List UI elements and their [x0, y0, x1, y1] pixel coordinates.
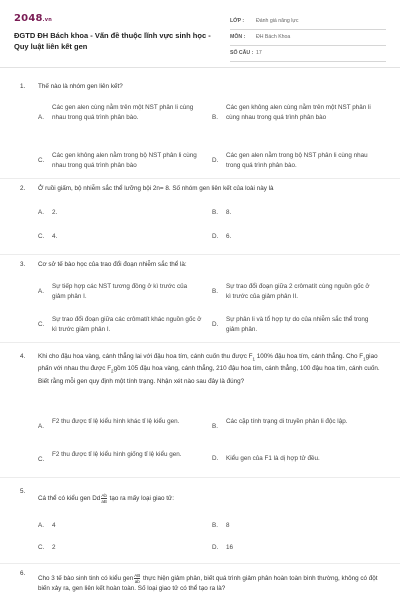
- question-divider: [0, 342, 400, 343]
- question-number: 2.: [20, 185, 26, 192]
- meta-row-class: [230, 14, 386, 30]
- meta-key: MÔN :: [230, 34, 246, 40]
- question-divider: [0, 563, 400, 564]
- option-letter: A.: [38, 522, 44, 529]
- question-text: Ở ruồi giấm, bộ nhiễm sắc thể lưỡng bội 2n= 8. Số nhóm gen liên kết của loài này là: [38, 185, 274, 192]
- meta-value: Đánh giá năng lực: [256, 18, 299, 24]
- option-letter: D.: [212, 233, 219, 240]
- option-text: 8.: [226, 209, 232, 216]
- question-divider: [0, 178, 400, 179]
- question-divider: [0, 477, 400, 478]
- option-text: Sự trao đổi đoạn giữa 2 crômatít cùng nguồn gốc ở kì trước của giảm phân II.: [226, 283, 370, 300]
- meta-key: LỚP :: [230, 18, 245, 24]
- option-letter: A.: [38, 209, 44, 216]
- option-text: 8: [226, 522, 230, 529]
- option-text: Các cặp tính trạng di truyền phân li độc lập.: [226, 418, 348, 425]
- option-text: 4: [52, 522, 56, 529]
- meta-value: ĐH Bách Khoa: [256, 34, 291, 40]
- option-letter: B.: [212, 114, 218, 121]
- question-number: 1.: [20, 83, 26, 90]
- option-letter: C.: [38, 321, 45, 328]
- option-letter: C.: [38, 233, 45, 240]
- option-letter: D.: [212, 321, 219, 328]
- question-text: Cơ sở tế bào học của trao đổi đoạn nhiễm sắc thể là:: [38, 261, 187, 268]
- meta-row-count: [230, 46, 386, 62]
- option-text: Các gen không alen nằm trong bộ NST phân li cùng nhau trong quá trình phân bào: [52, 152, 197, 169]
- question-number: 3.: [20, 261, 26, 268]
- meta-key: SỐ CÂU :: [230, 50, 254, 56]
- question-text: Khi cho đậu hoa vàng, cánh thẳng lai với đậu hoa tím, cánh cuốn thu được $F_1$ 100% đậu hoa tím, cánh thẳng. Cho $F_1giao$ phấn với nhau thu được $F_2gồm$ 105 đậu hoa vàng, cánh thẳng, 210 đậu hoa tím, cánh thẳng, 100 đậu hoa tím, cánh cuốn. Biết rằng mỗi gen quy định một tính trạng. Nhận xét nào sau đây là đúng?: [38, 353, 380, 385]
- option-text: Kiểu gen của F1 là dị hợp tử đều.: [226, 455, 320, 462]
- option-text: Sự phân li và tổ hợp tự do của nhiễm sắc thể trong giảm phân.: [226, 316, 369, 333]
- option-text: 16: [226, 544, 234, 551]
- option-letter: D.: [212, 157, 219, 164]
- option-letter: A.: [38, 423, 44, 430]
- meta-row-subject: [230, 30, 386, 46]
- option-text: F2 thu được tỉ lệ kiểu hình giống tỉ lệ kiểu gen.: [52, 451, 182, 458]
- option-letter: B.: [212, 423, 218, 430]
- question-5: [0, 485, 400, 509]
- genotype-fraction: $\frac{AB}{ab}$: [134, 573, 141, 584]
- option-letter: C.: [38, 544, 45, 551]
- option-letter: D.: [212, 455, 219, 462]
- option-text: Sự tiếp hợp các NST tương đồng ở kì trước của giảm phân I.: [52, 283, 188, 300]
- question-text: Cho 3 tế bào sinh tinh có kiểu gen $\frac{AB}{ab}$ thực hiện giảm phân, biết quá trình giảm phân hoàn toàn bình thường, không có đột biến xảy ra, gen liên kết hoàn toàn. Số loại giao tử có thể tạo ra là?: [38, 573, 378, 593]
- option-text: Các gen không alen cùng nằm trên một NST phân li cùng nhau trong quá trình phân bào: [226, 104, 371, 121]
- option-text: Sự trao đổi đoạn giữa các crômatít khác nguồn gốc ở kì trước giảm phân I.: [52, 316, 202, 333]
- genotype-fraction: $\frac{Ab}{aB}$: [101, 493, 107, 504]
- option-text: Các gen alen cùng nằm trên một NST phân li cùng nhau trong quá trình phân bào.: [52, 104, 194, 121]
- question-text: Cá thể có kiểu gen Dd $\frac{Ab}{aB}$ tạo ra mấy loại giao tử:: [38, 493, 174, 504]
- question-number: 4.: [20, 353, 26, 360]
- page-header: [0, 0, 400, 64]
- option-letter: A.: [38, 114, 44, 121]
- question-text: Thế nào là nhóm gen liên kết?: [38, 83, 123, 90]
- option-letter: C.: [38, 157, 45, 164]
- question-number: 6.: [20, 570, 26, 577]
- option-letter: B.: [212, 288, 218, 295]
- question-divider: [0, 254, 400, 255]
- meta-value: 17: [256, 50, 262, 56]
- site-logo[interactable]: 2048.vn: [14, 13, 52, 24]
- option-text: 4.: [52, 233, 58, 240]
- option-text: 2: [52, 544, 56, 551]
- meta-table: [230, 14, 386, 62]
- option-text: 2.: [52, 209, 58, 216]
- option-letter: B.: [212, 209, 218, 216]
- option-letter: A.: [38, 288, 44, 295]
- option-letter: D.: [212, 544, 219, 551]
- option-text: F2 thu được tỉ lệ kiểu hình khác tỉ lệ kiểu gen.: [52, 418, 180, 425]
- option-text: 6.: [226, 233, 232, 240]
- option-letter: B.: [212, 522, 218, 529]
- document-title: ĐGTD ĐH Bách khoa - Vấn đề thuộc lĩnh vực sinh học - Quy luật liên kết gen: [14, 31, 211, 51]
- option-text: Các gen alen nằm trong bộ NST phân li cùng nhau trong quá trình phân bào.: [226, 152, 368, 169]
- header-divider: [0, 67, 400, 68]
- option-letter: C.: [38, 456, 45, 463]
- question-number: 5.: [20, 488, 26, 495]
